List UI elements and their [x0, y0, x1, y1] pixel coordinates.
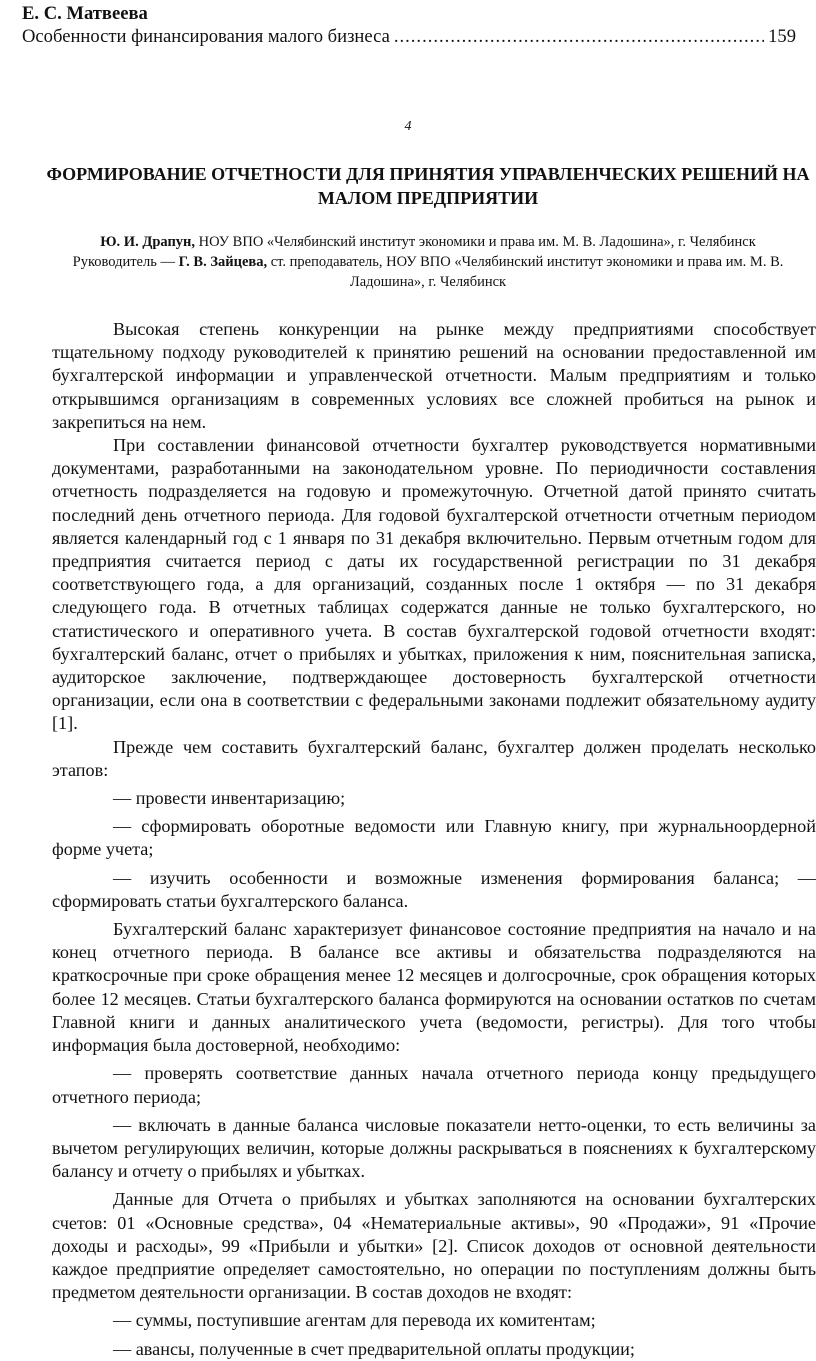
list-item: — проверять соответствие данных начала отчетного периода концу предыдущего отчетного периода; [52, 1063, 816, 1107]
supervisor-line [40, 252, 816, 292]
author-affiliation [40, 232, 816, 292]
toc-leader-dots [394, 25, 764, 48]
toc-page-number: 159 [768, 26, 796, 47]
section-number: 4 [404, 119, 412, 134]
supervisor-affiliation-text: ст. преподаватель, НОУ ВПО «Челябинский институт экономики и права им. М. В. Ладошина», г. Челябинск [267, 254, 784, 290]
article-body [52, 318, 816, 1361]
supervisor-prefix: Руководитель — [72, 254, 179, 270]
author-name: Ю. И. Драпун, [100, 234, 196, 250]
paragraph: Бухгалтерский баланс характеризует финансовое состояние предприятия на начало и на конец отчетного периода. В балансе все активы и обязательства подразделяются на краткосрочные при сроке обращения менее 12 месяцев и долгосрочные, срок обращения которых более 12 месяцев. Статьи бухгалтерского баланса формируются на основании остатков по счетам Главной книги и данных аналитического учета (ведомости, регистры). Для того чтобы информация была достоверной, необходимо: [52, 919, 816, 1056]
author-line [40, 232, 816, 252]
supervisor-name: Г. В. Зайцева, [178, 254, 268, 270]
paragraph: Высокая степень конкуренции на рынке между предприятиями способствует тщательному подходу руководителей к принятию решений на основании предоставленной им бухгалтерской информации и управленческой отчетности. Малым предприятиям и только открывшимся организациям в современных условиях все сложней пробиться на рынок и закрепиться на нем. [52, 319, 816, 432]
article-title: ФОРМИРОВАНИЕ ОТЧЕТНОСТИ ДЛЯ ПРИНЯТИЯ УПРАВЛЕНЧЕСКИХ РЕШЕНИЙ НА МАЛОМ ПРЕДПРИЯТИИ [46, 164, 810, 208]
list-item: — изучить особенности и возможные изменения формирования баланса; — сформировать статьи бухгалтерского баланса. [52, 867, 816, 911]
author-affiliation-text: НОУ ВПО «Челябинский институт экономики и права им. М. В. Ладошина», г. Челябинск [195, 234, 756, 250]
table-of-contents-entry [22, 2, 796, 48]
toc-title: Особенности финансирования малого бизнеса [22, 26, 390, 47]
toc-author: Е. С. Матвеева [22, 3, 148, 24]
paragraph: Прежде чем составить бухгалтерский баланс, бухгалтер должен проделать несколько этапов: [52, 736, 816, 780]
toc-line[interactable] [22, 25, 796, 48]
list-item: — провести инвентаризацию; [113, 788, 346, 809]
list-item: — сформировать оборотные ведомости или Главную книгу, при журнальноордерной форме учета; [52, 816, 816, 860]
paragraph: При составлении финансовой отчетности бухгалтер руководствуется нормативными документами, разработанными на законодательном уровне. По периодичности составления отчетность подразделяется на годовую и промежуточную. Отчетной датой принято считать последний день отчетного периода. Для годовой бухгалтерской отчетности отчетным периодом является календарный год с 1 января по 31 декабря включительно. Первым отчетным годом для предприятия считается период с даты их государственной регистрации по 31 декабря соответствующего года, а для организаций, созданных после 1 октября — по 31 декабря следующего года. В отчетных таблицах содержатся данные не только бухгалтерского, но статистического и оперативного учета. В состав бухгалтерской годовой отчетности входят: бухгалтерский баланс, отчет о прибылях и убытках, приложения к ним, пояснительная записка, аудиторское заключение, подтверждающее достоверность бухгалтерской отчетности организации, если она в соответствии с федеральными законами подлежит обязательному аудиту [1]. [52, 435, 816, 734]
list-item: — авансы, полученные в счет предварительной оплаты продукции; [113, 1338, 635, 1359]
paragraph: Данные для Отчета о прибылях и убытках заполняются на основании бухгалтерских счетов: 01 «Основные средства», 04 «Нематериальные активы», 90 «Продажи», 91 «Прочие доходы и расходы», 99 «Прибыли и убытки» [2]. Список доходов от основной деятельности каждое предприятие определяет самостоятельно, но операции по поступлениям должны быть предметом деятельности организации. В состав доходов не входят: [52, 1189, 816, 1303]
list-item: — суммы, поступившие агентам для перевода их комитентам; [113, 1310, 596, 1331]
list-item: — включать в данные баланса числовые показатели нетто-оценки, то есть величины за вычетом регулирующих величин, которые должны раскрываться в пояснениях к бухгалтерскому балансу и отчету о прибылях и убытках. [52, 1114, 816, 1182]
